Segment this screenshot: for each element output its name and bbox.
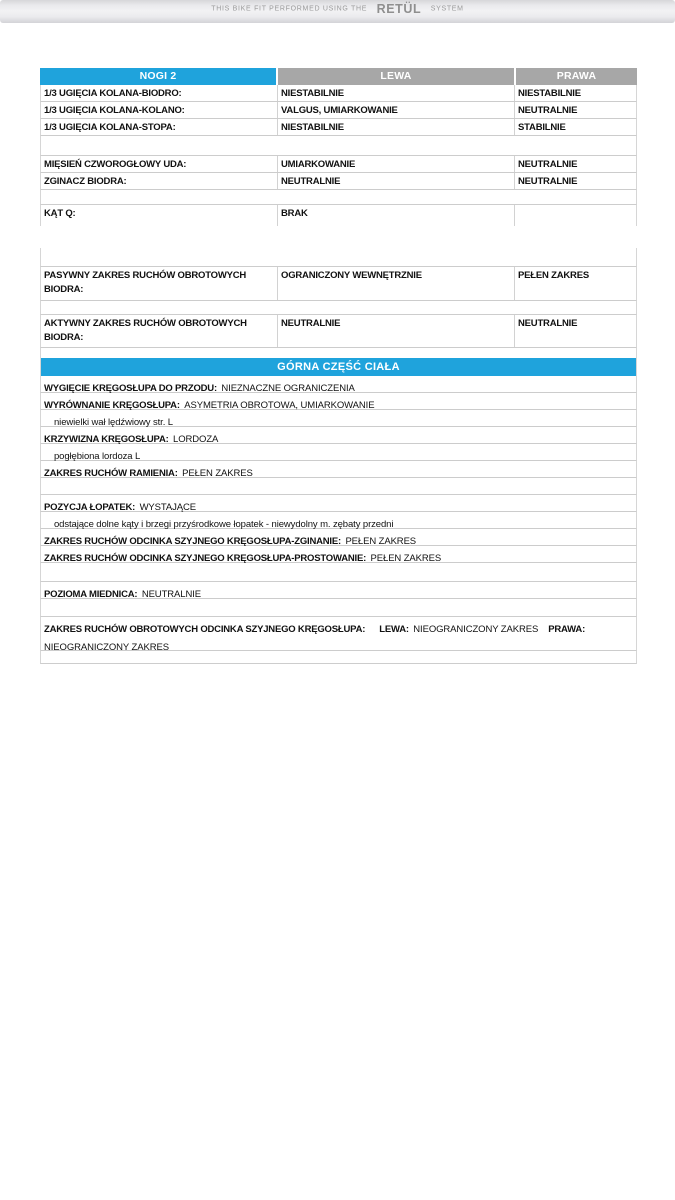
spacer-row [40,190,637,205]
row-label: WYRÓWNANIE KRĘGOSŁUPA: [44,400,180,411]
spacer-row [40,136,637,156]
left-subvalue: NIEOGRANICZONY ZAKRES [413,624,539,635]
table-row [40,102,637,119]
row-left-value: OGRANICZONY WEWNĘTRZNIE [278,267,515,300]
upper-body-table [40,358,637,664]
row-label: WYGIĘCIE KRĘGOSŁUPA DO PRZODU: [44,383,217,394]
table-row [40,315,637,348]
row-label: KĄT Q: [41,205,278,226]
right-subvalue: NIEOGRANICZONY ZAKRES [44,642,169,653]
table-row-neck-rotation [40,617,637,651]
footer-prefix-text: THIS BIKE FIT PERFORMED USING THE [211,5,368,13]
row-label: ZAKRES RUCHÓW RAMIENIA: [44,468,178,479]
row-left-value: NIESTABILNIE [278,119,515,135]
row-right-value: PEŁEN ZAKRES [518,270,589,281]
row-label: PASYWNY ZAKRES RUCHÓW OBROTOWYCH BIODRA: [41,267,278,300]
legs-table-title: NOGI 2 [40,68,276,85]
row-label: ZGINACZ BIODRA: [41,173,278,189]
row-label: POZIOMA MIEDNICA: [44,589,138,600]
row-value: NEUTRALNIE [141,589,201,600]
table-row [40,427,637,444]
upper-body-title: GÓRNA CZĘŚĆ CIAŁA [40,358,637,376]
row-label: KRZYWIZNA KRĘGOSŁUPA: [44,434,169,445]
table-row [40,205,637,226]
table-row-note [40,444,637,461]
row-left-value: VALGUS, UMIARKOWANIE [278,102,515,118]
table-row [40,582,637,599]
row-label: 1/3 UGIĘCIA KOLANA-BIODRO: [41,85,278,101]
row-left-value: NIESTABILNIE [278,85,515,101]
row-right-value: NEUTRALNIE [518,318,578,329]
row-note: niewielki wał lędźwiowy str. L [54,417,173,428]
row-right-value: STABILNIE [518,122,566,133]
column-header-left: LEWA [278,68,514,85]
column-header-right: PRAWA [516,68,637,85]
table-row [40,546,637,563]
row-value: WYSTAJĄCE [139,502,197,513]
row-value: ASYMETRIA OBROTOWA, UMIARKOWANIE [184,400,375,411]
row-right-value: NEUTRALNIE [518,176,578,187]
row-value: PEŁEN ZAKRES [370,553,442,564]
row-label: MIĘSIEŃ CZWOROGŁOWY UDA: [41,156,278,172]
spacer-row [40,248,637,267]
row-note: odstające dolne kąty i brzegi przyśrodkowe łopatek - niewydolny m. zębaty przedni [54,519,394,530]
row-left-value: UMIARKOWANIE [278,156,515,172]
row-label: ZAKRES RUCHÓW ODCINKA SZYJNEGO KRĘGOSŁUPA-ZGINANIE: [44,536,341,547]
row-label: ZAKRES RUCHÓW OBROTOWYCH ODCINKA SZYJNEGO KRĘGOSŁUPA: [44,624,366,635]
table-row [40,156,637,173]
row-right-value: NEUTRALNIE [518,105,578,116]
left-sublabel: LEWA: [379,624,409,635]
table-row [40,529,637,546]
row-label: POZYCJA ŁOPATEK: [44,502,136,513]
row-value: NIEZNACZNE OGRANICZENIA [221,383,355,394]
row-left-value: BRAK [278,205,515,226]
row-label: AKTYWNY ZAKRES RUCHÓW OBROTOWYCH BIODRA: [41,315,278,347]
right-sublabel: PRAWA: [548,624,586,635]
row-value: PEŁEN ZAKRES [345,536,417,547]
row-value: PEŁEN ZAKRES [182,468,253,479]
table-row [40,267,637,301]
legs-table-header [40,68,637,85]
row-label: 1/3 UGIĘCIA KOLANA-STOPA: [41,119,278,135]
row-right-value: NIESTABILNIE [518,88,581,99]
footer [0,0,675,18]
table-row [40,119,637,136]
legs-table-continued [40,248,637,360]
row-label: 1/3 UGIĘCIA KOLANA-KOLANO: [41,102,278,118]
table-row [40,393,637,410]
row-right-value: NEUTRALNIE [518,159,578,170]
legs-table [40,68,637,226]
table-row [40,461,637,478]
row-left-value: NEUTRALNIE [278,315,515,347]
footer-suffix-text: SYSTEM [430,5,464,13]
table-row [40,85,637,102]
row-label: ZAKRES RUCHÓW ODCINKA SZYJNEGO KRĘGOSŁUPA-PROSTOWANIE: [44,553,367,564]
row-note: pogłębiona lordoza L [54,451,141,462]
table-row [40,376,637,393]
retul-logo: RETÜL [376,1,422,16]
table-row [40,173,637,190]
spacer-row [40,301,637,315]
table-row-note [40,512,637,529]
table-row [40,495,637,512]
row-left-value: NEUTRALNIE [278,173,515,189]
row-right-value [515,205,636,226]
row-value: LORDOZA [173,434,219,445]
